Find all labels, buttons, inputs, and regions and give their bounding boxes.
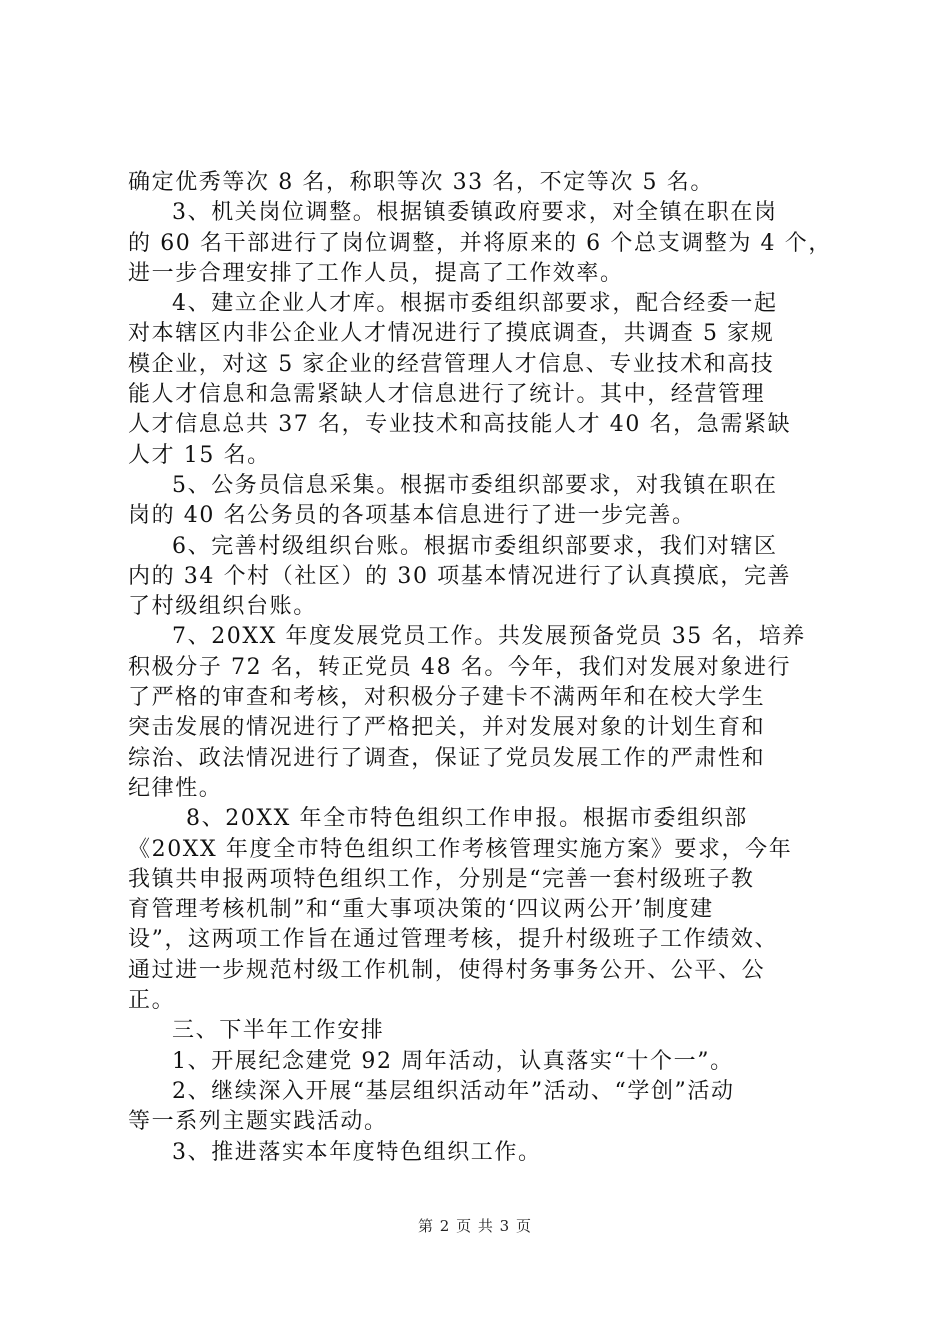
text-line: 突击发展的情况进行了严格把关，并对发展对象的计划生育和 [128,715,766,741]
text-line: 综治、政法情况进行了调查，保证了党员发展工作的严肃性和 [128,745,766,771]
page-number-footer: 第 2 页 共 3 页 [418,1217,532,1235]
text-line: 了村级组织台账。 [128,594,317,620]
text-line: 对本辖区内非公企业人才情况进行了摸底调查，共调查 5 家规 [128,321,775,347]
text-line: 能人才信息和急需紧缺人才信息进行了统计。其中，经营管理 [128,382,766,408]
text-line: 《20XX 年度全市特色组织工作考核管理实施方案》要求，今年 [128,836,793,862]
document-body [128,168,833,1168]
text-line: 进一步合理安排了工作人员，提高了工作效率。 [128,260,624,286]
text-line: 内的 34 个村（社区）的 30 项基本情况进行了认真摸底，完善 [128,563,792,589]
text-line: 我镇共申报两项特色组织工作，分别是“完善一套村级班子教 [128,866,755,892]
text-line: 设”，这两项工作旨在通过管理考核，提升村级班子工作绩效、 [128,927,779,953]
text-line: 岗的 40 名公务员的各项基本信息进行了进一步完善。 [128,503,696,529]
section-heading: 三、下半年工作安排 [172,1018,385,1044]
text-line: 6、完善村级组织台账。根据市委组织部要求，我们对辖区 [172,533,778,559]
text-line: 育管理考核机制”和“重大事项决策的‘四议两公开’制度建 [128,897,714,923]
text-line: 2、继续深入开展“基层组织活动年”活动、“学创”活动 [172,1078,735,1104]
text-line: 了严格的审查和考核，对积极分子建卡不满两年和在校大学生 [128,685,766,711]
text-line: 7、20XX 年度发展党员工作。共发展预备党员 35 名，培养 [172,624,806,650]
text-line: 5、公务员信息采集。根据市委组织部要求，对我镇在职在 [172,472,778,498]
text-line: 纪律性。 [128,775,223,801]
text-line: 1、开展纪念建党 92 周年活动，认真落实“十个一”。 [172,1048,734,1074]
text-line: 的 60 名干部进行了岗位调整，并将原来的 6 个总支调整为 4 个， [128,230,832,256]
text-line: 8、20XX 年全市特色组织工作申报。根据市委组织部 [186,806,748,832]
text-line: 3、机关岗位调整。根据镇委镇政府要求，对全镇在职在岗 [172,200,778,226]
text-line: 人才 15 名。 [128,442,271,468]
text-line: 确定优秀等次 8 名，称职等次 33 名，不定等次 5 名。 [128,170,714,195]
text-line: 等一系列主题实践活动。 [128,1109,388,1135]
text-line: 积极分子 72 名，转正党员 48 名。今年，我们对发展对象进行 [128,654,792,680]
text-line: 通过进一步规范村级工作机制，使得村务事务公开、公平、公 [128,957,766,983]
text-line: 3、推进落实本年度特色组织工作。 [172,1139,542,1165]
text-line: 模企业，对这 5 家企业的经营管理人才信息、专业技术和高技 [128,351,775,377]
text-line: 正。 [128,988,176,1014]
text-line: 人才信息总共 37 名，专业技术和高技能人才 40 名，急需紧缺 [128,412,792,438]
text-line: 4、建立企业人才库。根据市委组织部要求，配合经委一起 [172,291,778,317]
